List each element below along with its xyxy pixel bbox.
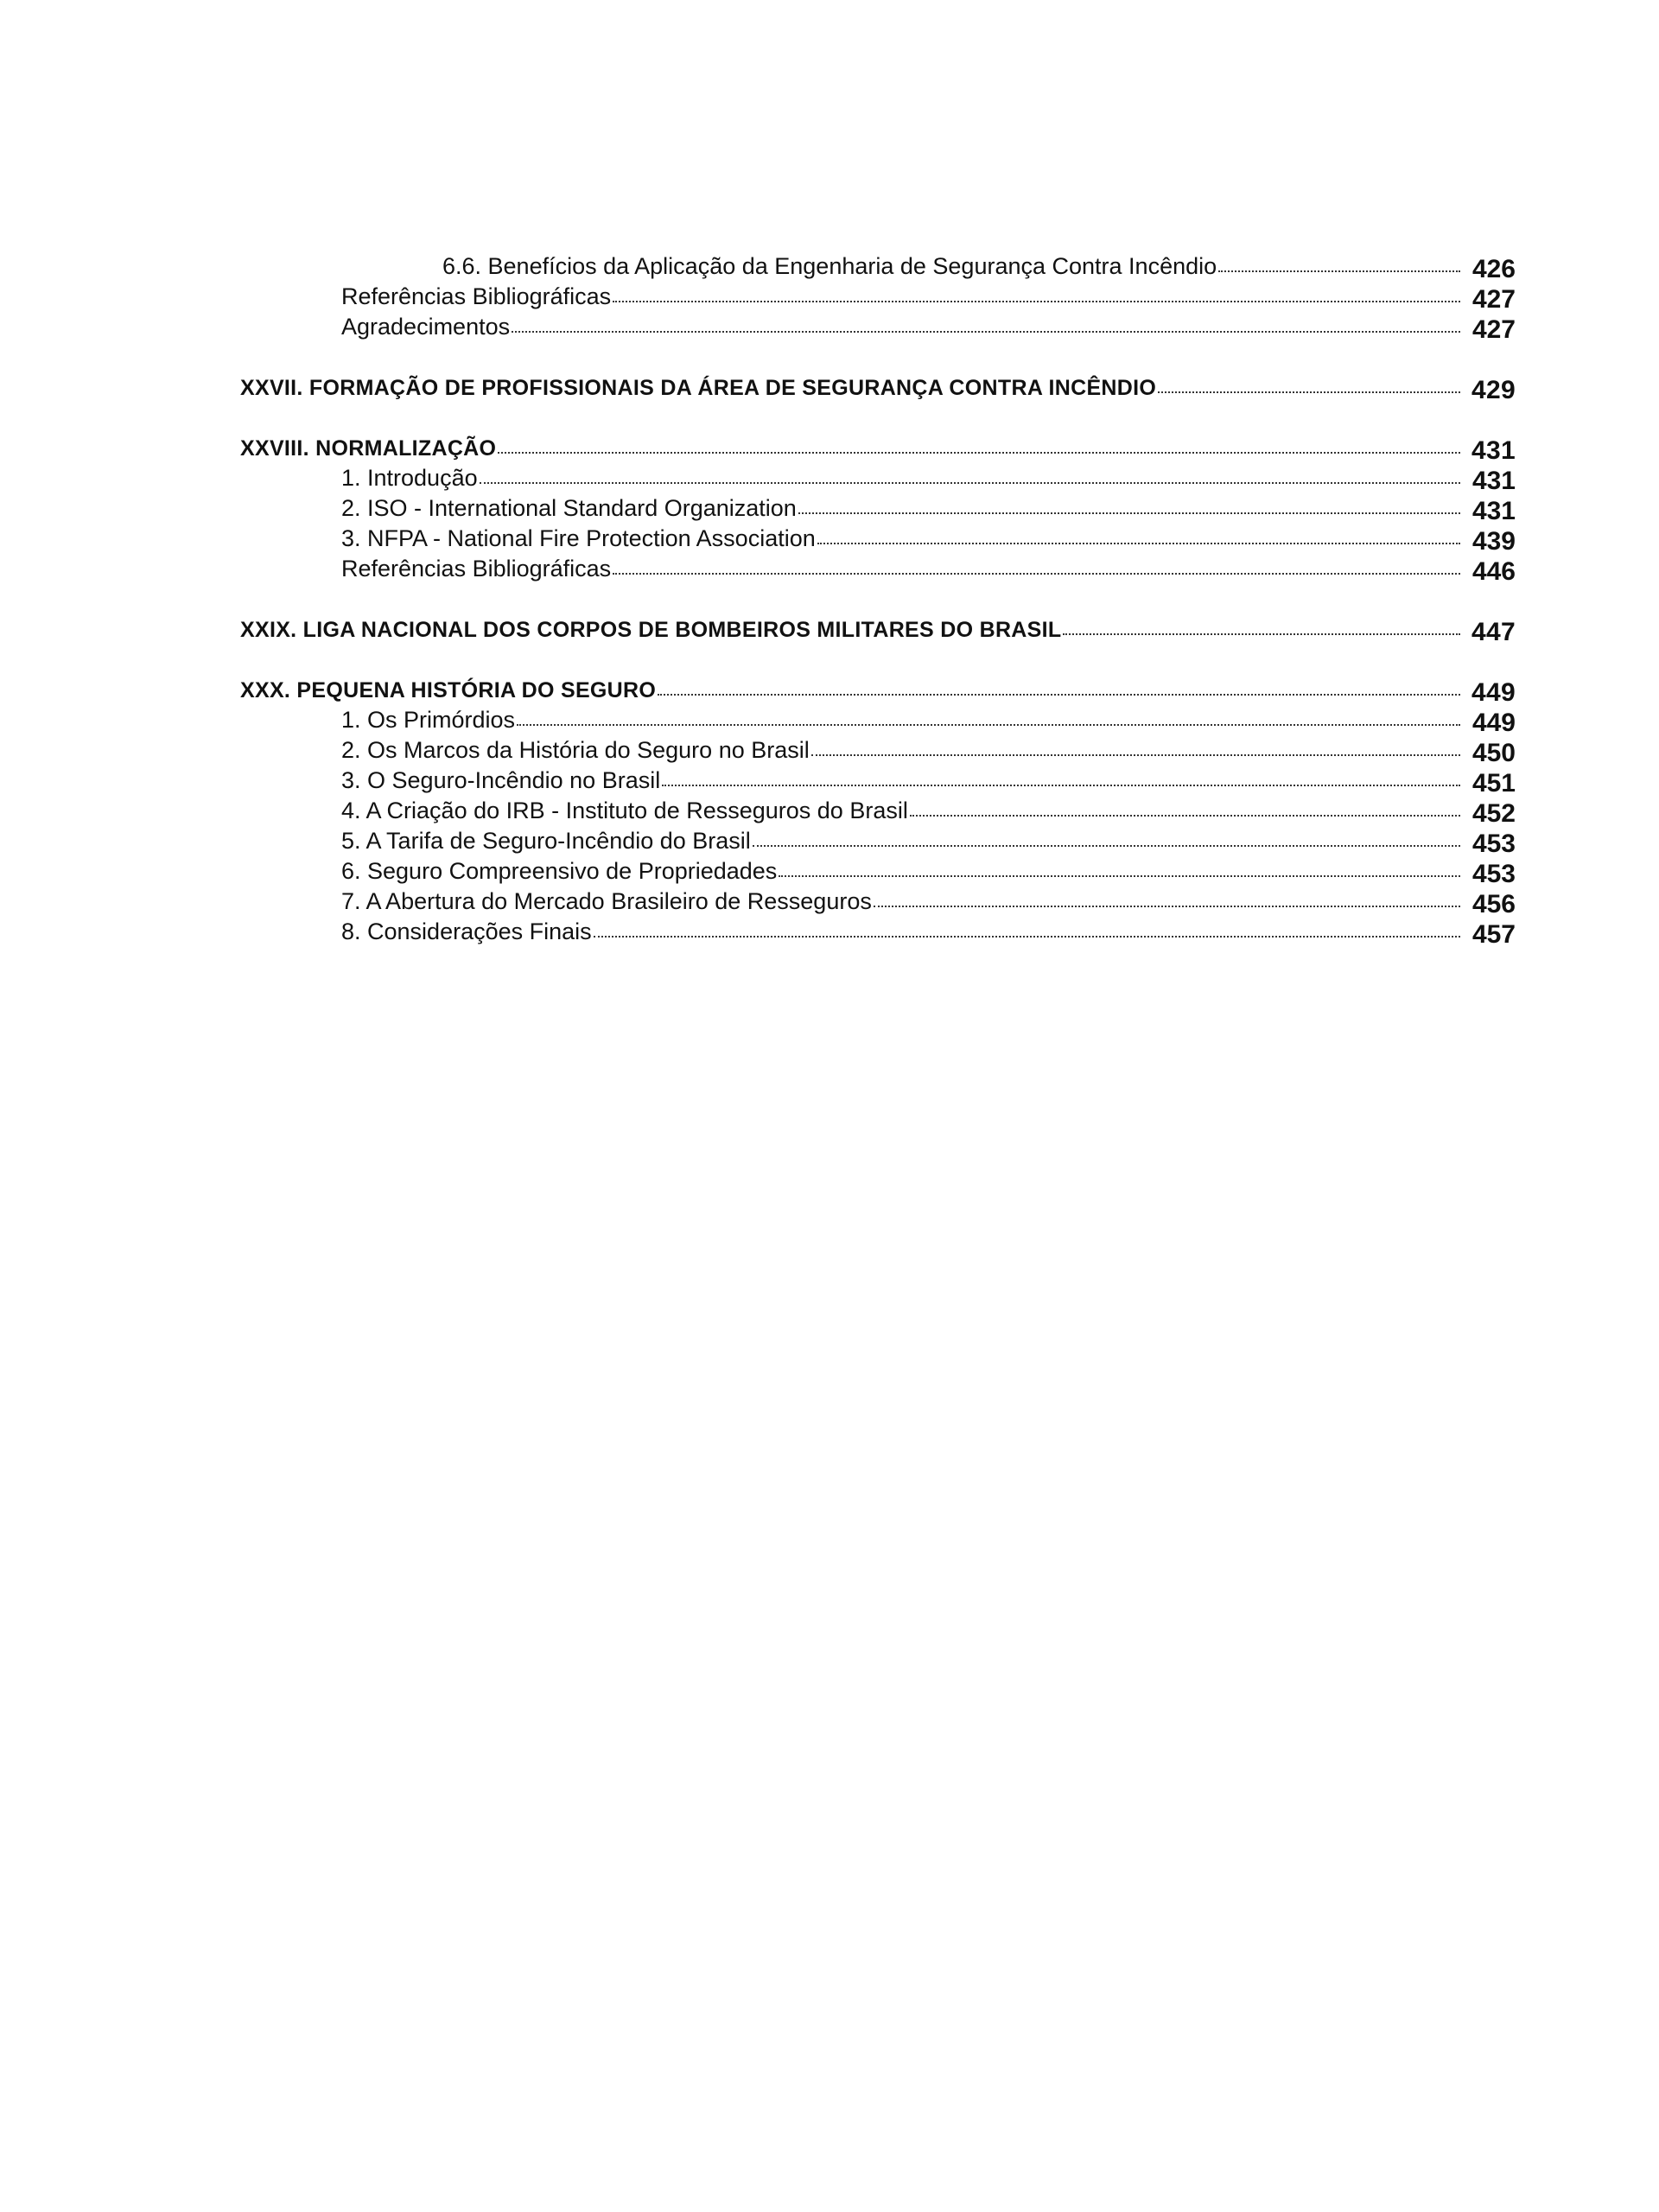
- toc-entry-title: 2. ISO - International Standard Organization: [341, 495, 797, 521]
- dot-leader: [480, 474, 1460, 484]
- dot-leader: [779, 867, 1460, 877]
- toc-entry-title: 4. A Criação do IRB - Instituto de Resseguros do Brasil: [341, 798, 908, 823]
- toc-entry-title: 5. A Tarifa de Seguro-Incêndio do Brasil: [341, 828, 751, 854]
- toc-entry: [240, 795, 1516, 828]
- toc-entry: [240, 251, 1516, 281]
- dot-leader: [874, 897, 1460, 907]
- dot-leader: [662, 776, 1460, 786]
- toc-chapter: [240, 674, 1516, 707]
- dot-leader: [910, 806, 1460, 817]
- toc-entry-title: Agradecimentos: [341, 314, 511, 340]
- toc-entry-page: 451: [1471, 769, 1516, 798]
- toc-entry-title: 8. Considerações Finais: [341, 918, 592, 944]
- toc-entry-page: 447: [1471, 618, 1516, 646]
- toc-entry-page: 456: [1471, 890, 1516, 918]
- toc-chapter-title: XXIX. LIGA NACIONAL DOS CORPOS DE BOMBEIROS MILITARES DO BRASIL: [240, 618, 1062, 642]
- toc-entry-title: 1. Os Primórdios: [341, 707, 516, 733]
- toc-chapter-title: XXVIII. NORMALIZAÇÃO: [240, 436, 497, 461]
- toc-entry: [240, 462, 1516, 493]
- toc-entry: [240, 523, 1516, 556]
- toc-entry-page: 450: [1471, 739, 1516, 767]
- dot-leader: [1218, 262, 1460, 272]
- toc-entry: [240, 734, 1516, 765]
- toc-chapter: [240, 372, 1516, 402]
- toc-entry-page: 457: [1471, 920, 1516, 949]
- toc-entry: [240, 855, 1516, 886]
- toc-entry-page: 446: [1471, 557, 1516, 586]
- toc-entry: [240, 311, 1516, 344]
- dot-leader: [798, 504, 1460, 514]
- toc-entry-title: 2. Os Marcos da História do Seguro no Brasil: [341, 737, 810, 763]
- dot-leader: [517, 715, 1460, 726]
- toc-entry-page: 439: [1471, 527, 1516, 556]
- toc-entry-title: 6. Seguro Compreensivo de Propriedades: [341, 858, 778, 884]
- toc-entry-title: 6.6. Benefícios da Aplicação da Engenharia de Segurança Contra Incêndio: [442, 253, 1217, 279]
- dot-leader: [753, 836, 1460, 847]
- toc-entry-title: Referências Bibliográficas: [341, 283, 612, 309]
- dot-leader: [817, 534, 1460, 544]
- toc-entry-page: 449: [1471, 678, 1516, 707]
- toc-chapter-title: XXVII. FORMAÇÃO DE PROFISSIONAIS DA ÁREA DE SEGURANÇA CONTRA INCÊNDIO: [240, 376, 1157, 400]
- dot-leader: [811, 746, 1460, 756]
- toc-entry: [240, 553, 1516, 586]
- toc-entry-title: 3. O Seguro-Incêndio no Brasil: [341, 767, 661, 793]
- toc-entry: [240, 825, 1516, 858]
- toc-entry-page: 431: [1471, 467, 1516, 495]
- dot-leader: [613, 564, 1460, 575]
- toc-entry: [240, 281, 1516, 314]
- toc-chapter: [240, 432, 1516, 465]
- toc-entry-page: 453: [1471, 860, 1516, 888]
- toc-entry-title: 1. Introdução: [341, 465, 478, 491]
- dot-leader: [498, 443, 1460, 454]
- toc-entry-page: 426: [1471, 255, 1516, 283]
- toc-entry-page: 431: [1471, 436, 1516, 465]
- toc-entry-title: Referências Bibliográficas: [341, 556, 612, 582]
- dot-leader: [658, 685, 1460, 696]
- toc-entry-page: 429: [1471, 376, 1516, 404]
- toc-entry-page: 453: [1471, 830, 1516, 858]
- toc-entry-page: 449: [1471, 709, 1516, 737]
- toc-entry-page: 427: [1471, 315, 1516, 344]
- toc-entry: [240, 916, 1516, 949]
- dot-leader: [512, 322, 1460, 333]
- toc-entry: [240, 493, 1516, 523]
- toc-entry: [240, 704, 1516, 737]
- toc-entry-page: 427: [1471, 285, 1516, 314]
- toc-entry-page: 452: [1471, 799, 1516, 828]
- toc-entry-title: 7. A Abertura do Mercado Brasileiro de Resseguros: [341, 888, 872, 914]
- table-of-contents: [240, 251, 1516, 949]
- toc-chapter-title: XXX. PEQUENA HISTÓRIA DO SEGURO: [240, 678, 657, 702]
- toc-entry: [240, 765, 1516, 798]
- dot-leader: [613, 292, 1460, 302]
- toc-entry-page: 431: [1471, 497, 1516, 525]
- toc-chapter: [240, 613, 1516, 644]
- toc-entry-title: 3. NFPA - National Fire Protection Association: [341, 525, 816, 551]
- dot-leader: [1158, 383, 1460, 393]
- toc-entry: [240, 886, 1516, 916]
- dot-leader: [1063, 625, 1460, 635]
- dot-leader: [594, 927, 1460, 938]
